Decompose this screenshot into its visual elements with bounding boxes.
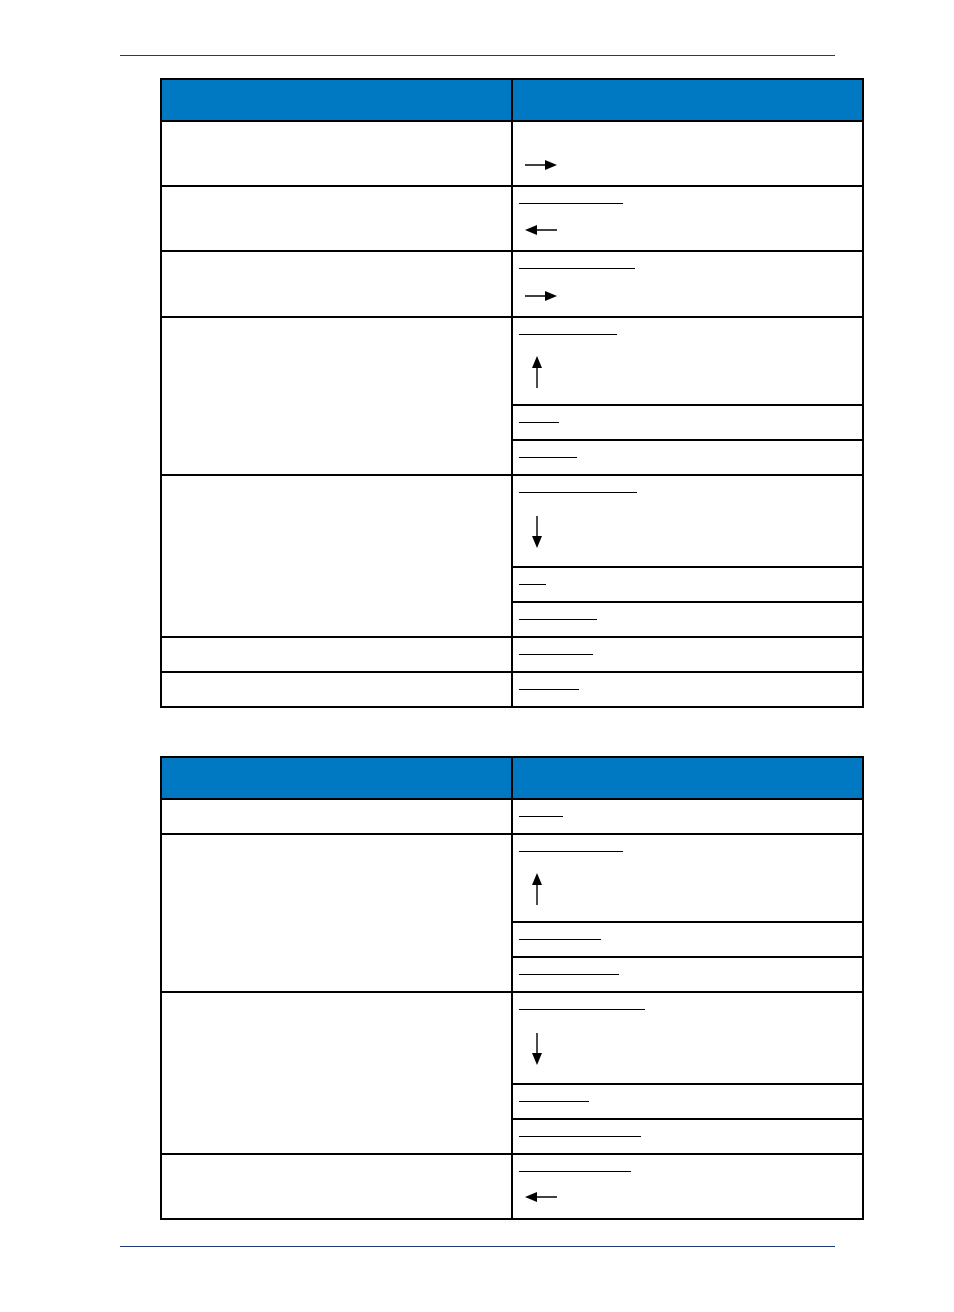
link-underline[interactable] (519, 619, 597, 620)
description-cell (161, 121, 512, 186)
value-cell (512, 637, 863, 672)
description-cell (161, 992, 512, 1154)
header-cell-2 (512, 757, 863, 799)
link-underline[interactable] (519, 851, 623, 852)
arrow-up-icon (531, 356, 543, 388)
value-cell (512, 317, 863, 405)
table-row (161, 834, 863, 922)
link-underline[interactable] (519, 1101, 589, 1102)
table-row (161, 799, 863, 834)
header-cell-2 (512, 79, 863, 121)
description-cell (161, 834, 512, 992)
arrow-left-icon (525, 224, 557, 236)
description-cell (161, 637, 512, 672)
link-underline[interactable] (519, 689, 579, 690)
link-underline[interactable] (519, 1009, 645, 1010)
header-cell-1 (161, 757, 512, 799)
description-cell (161, 251, 512, 317)
link-underline[interactable] (519, 1136, 641, 1137)
link-underline[interactable] (519, 584, 546, 585)
arrow-left-icon (525, 1191, 557, 1203)
description-cell (161, 475, 512, 637)
table-row (161, 637, 863, 672)
table-row (161, 672, 863, 707)
value-cell (512, 567, 863, 602)
link-underline[interactable] (519, 492, 637, 493)
value-cell (512, 1119, 863, 1154)
link-underline[interactable] (519, 457, 577, 458)
description-cell (161, 672, 512, 707)
table-row (161, 251, 863, 317)
value-cell (512, 672, 863, 707)
table-row (161, 317, 863, 405)
value-cell (512, 922, 863, 957)
arrow-right-icon (525, 290, 557, 302)
description-cell (161, 1154, 512, 1219)
value-cell (512, 405, 863, 440)
link-underline[interactable] (519, 939, 601, 940)
link-underline[interactable] (519, 816, 563, 817)
value-cell (512, 186, 863, 251)
link-underline[interactable] (519, 334, 617, 335)
arrow-right-icon (525, 159, 557, 171)
value-cell (512, 1084, 863, 1119)
value-cell (512, 602, 863, 637)
link-underline[interactable] (519, 203, 623, 204)
link-underline[interactable] (519, 422, 559, 423)
arrow-down-icon (531, 516, 543, 548)
value-cell (512, 121, 863, 186)
value-cell (512, 992, 863, 1084)
table-header (161, 757, 863, 799)
header-cell-1 (161, 79, 512, 121)
value-cell (512, 475, 863, 567)
value-cell (512, 957, 863, 992)
value-cell (512, 251, 863, 317)
link-underline[interactable] (519, 268, 635, 269)
table-row (161, 186, 863, 251)
description-cell (161, 799, 512, 834)
arrow-down-icon (531, 1033, 543, 1065)
bottom-rule (120, 1246, 835, 1247)
table-2 (160, 756, 864, 1220)
link-underline[interactable] (519, 654, 593, 655)
arrow-up-icon (531, 873, 543, 905)
value-cell (512, 440, 863, 475)
table-row (161, 992, 863, 1084)
value-cell (512, 799, 863, 834)
description-cell (161, 317, 512, 475)
table-row (161, 1154, 863, 1219)
top-rule (120, 55, 835, 56)
link-underline[interactable] (519, 974, 619, 975)
value-cell (512, 1154, 863, 1219)
link-underline[interactable] (519, 1171, 631, 1172)
value-cell (512, 834, 863, 922)
table-row (161, 475, 863, 567)
description-cell (161, 186, 512, 251)
table-row (161, 121, 863, 186)
table-header (161, 79, 863, 121)
table-1 (160, 78, 864, 708)
